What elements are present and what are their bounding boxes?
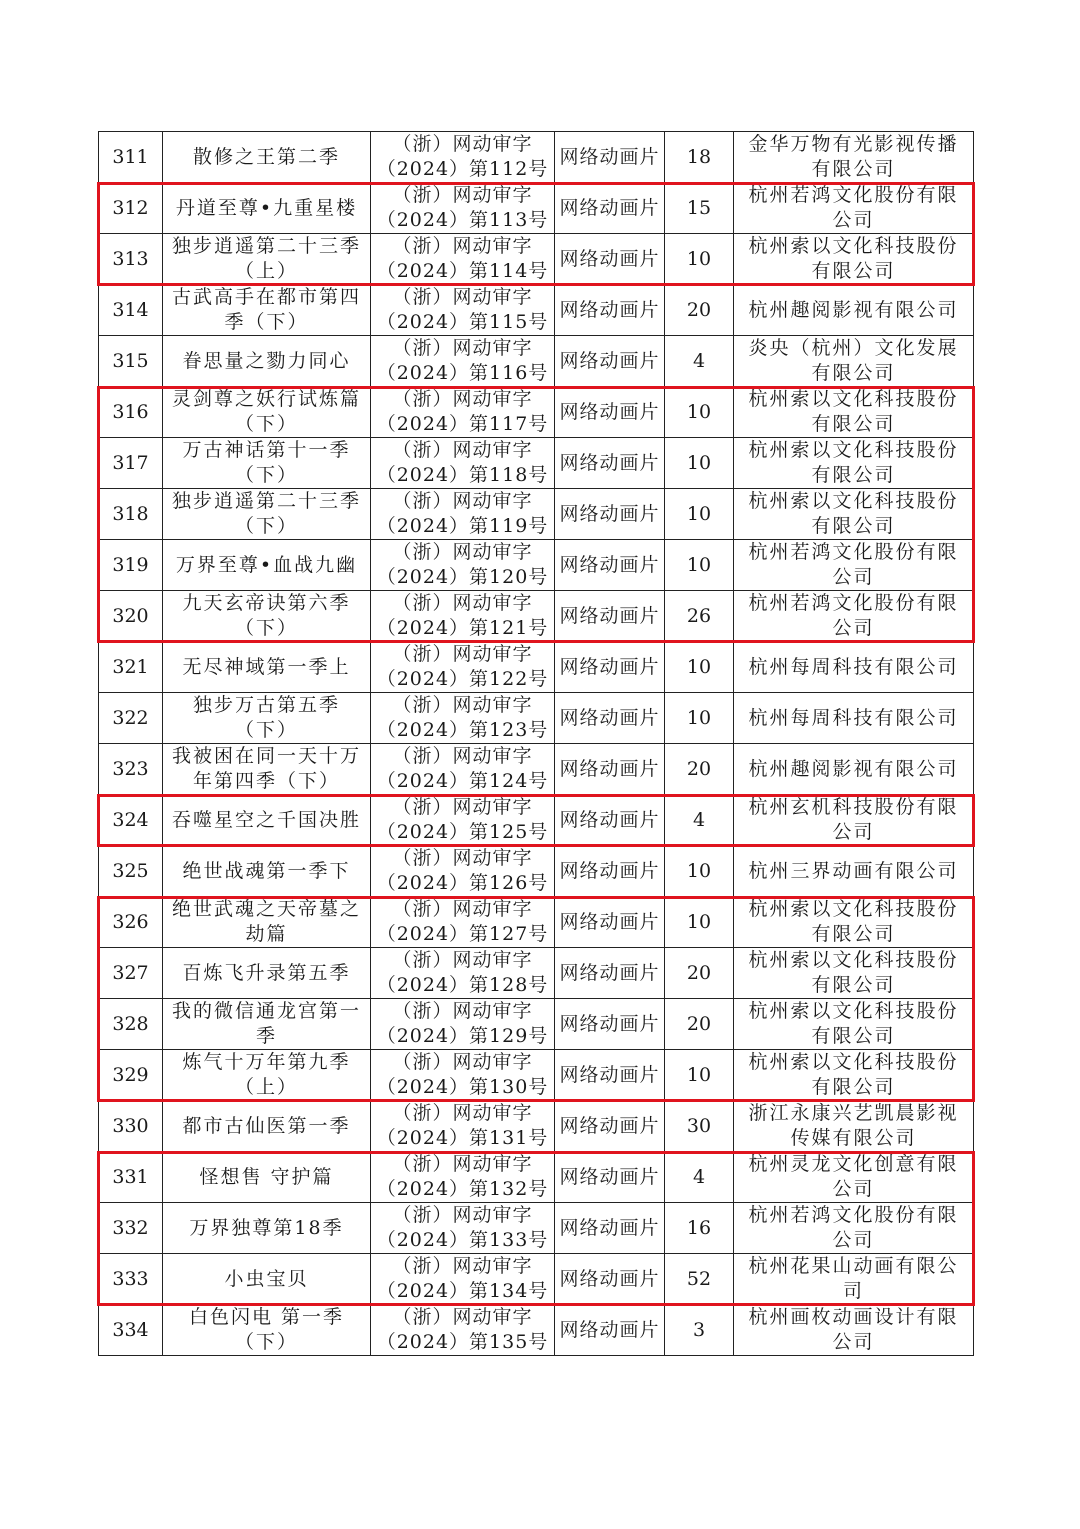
title-cell xyxy=(163,1101,371,1152)
row-number-cell: 334 xyxy=(99,1305,163,1356)
type-cell: 网络动画片 xyxy=(555,489,665,540)
type-cell: 网络动画片 xyxy=(555,1305,665,1356)
company-line: 有限公司 xyxy=(811,515,896,537)
type-cell: 网络动画片 xyxy=(555,1101,665,1152)
episodes-cell: 4 xyxy=(665,336,734,387)
company-cell xyxy=(734,795,974,846)
company-line: 浙江永康兴艺凯晨影视 xyxy=(748,1102,959,1124)
permit-number-line: （2024）第125号 xyxy=(376,821,549,843)
type-cell: 网络动画片 xyxy=(555,795,665,846)
title-cell xyxy=(163,489,371,540)
title-line: 独步逍遥第二十三季 xyxy=(171,490,361,512)
company-line: 有限公司 xyxy=(811,974,896,996)
type-cell: 网络动画片 xyxy=(555,642,665,693)
company-line: 杭州三界动画有限公司 xyxy=(748,859,959,882)
episodes-cell: 20 xyxy=(665,285,734,336)
company-cell xyxy=(734,744,974,795)
title-line: 我的微信通龙宫第一 xyxy=(171,1000,361,1022)
permit-number-line: （浙）网动审字 xyxy=(392,796,533,818)
company-cell xyxy=(734,489,974,540)
episodes-cell: 10 xyxy=(665,387,734,438)
title-cell xyxy=(163,234,371,285)
row-number-cell: 327 xyxy=(99,948,163,999)
company-line: 杭州索以文化科技股份 xyxy=(748,235,959,257)
episodes-cell: 10 xyxy=(665,1050,734,1101)
company-line: 杭州趣阅影视有限公司 xyxy=(748,757,959,780)
title-line: （下） xyxy=(234,719,298,741)
permit-number-line: （2024）第115号 xyxy=(376,311,549,333)
company-line: 杭州玄机科技股份有限 xyxy=(748,796,959,818)
permit-number-cell xyxy=(371,183,555,234)
company-line: 有限公司 xyxy=(811,464,896,486)
permit-number-line: （2024）第123号 xyxy=(376,719,549,741)
company-line: 炎央（杭州）文化发展 xyxy=(748,337,959,359)
title-line: 炼气十万年第九季 xyxy=(182,1051,351,1073)
permit-number-cell xyxy=(371,744,555,795)
title-cell xyxy=(163,744,371,795)
episodes-cell: 10 xyxy=(665,438,734,489)
permit-number-line: （2024）第119号 xyxy=(376,515,549,537)
row-number-cell: 330 xyxy=(99,1101,163,1152)
permit-number-line: （2024）第132号 xyxy=(376,1178,549,1200)
table-row xyxy=(99,693,974,744)
type-cell: 网络动画片 xyxy=(555,693,665,744)
permit-number-line: （浙）网动审字 xyxy=(392,133,533,155)
title-line: 年第四季（下） xyxy=(192,770,340,792)
type-cell: 网络动画片 xyxy=(555,846,665,897)
company-line: 杭州画枚动画设计有限 xyxy=(748,1306,959,1328)
row-number-cell: 323 xyxy=(99,744,163,795)
company-line: 公司 xyxy=(832,1229,875,1251)
table-row xyxy=(99,489,974,540)
type-cell: 网络动画片 xyxy=(555,285,665,336)
title-line: 我被困在同一天十万 xyxy=(171,745,361,767)
permit-number-line: （浙）网动审字 xyxy=(392,490,533,512)
company-line: 传媒有限公司 xyxy=(790,1127,917,1149)
episodes-cell: 10 xyxy=(665,693,734,744)
row-number-cell: 325 xyxy=(99,846,163,897)
company-line: 杭州花果山动画有限公 xyxy=(748,1255,959,1277)
permit-number-cell xyxy=(371,999,555,1050)
table-row xyxy=(99,387,974,438)
permit-number-line: （2024）第130号 xyxy=(376,1076,549,1098)
title-cell xyxy=(163,591,371,642)
title-line: 季（下） xyxy=(224,311,309,333)
permit-number-line: （2024）第129号 xyxy=(376,1025,549,1047)
title-line: 季 xyxy=(255,1025,277,1047)
type-cell: 网络动画片 xyxy=(555,387,665,438)
company-cell xyxy=(734,540,974,591)
permit-number-line: （浙）网动审字 xyxy=(392,643,533,665)
type-cell: 网络动画片 xyxy=(555,897,665,948)
company-cell xyxy=(734,336,974,387)
permit-number-line: （浙）网动审字 xyxy=(392,847,533,869)
title-cell xyxy=(163,1152,371,1203)
permit-number-line: （2024）第122号 xyxy=(376,668,549,690)
episodes-cell: 10 xyxy=(665,897,734,948)
row-number-cell: 320 xyxy=(99,591,163,642)
title-cell xyxy=(163,1254,371,1305)
permit-number-cell xyxy=(371,234,555,285)
permit-number-line: （2024）第135号 xyxy=(376,1331,549,1353)
episodes-cell: 3 xyxy=(665,1305,734,1356)
permit-number-line: （2024）第121号 xyxy=(376,617,549,639)
episodes-cell: 10 xyxy=(665,846,734,897)
episodes-cell: 52 xyxy=(665,1254,734,1305)
table-row xyxy=(99,183,974,234)
permit-number-cell xyxy=(371,1101,555,1152)
permit-number-line: （2024）第114号 xyxy=(376,260,549,282)
row-number-cell: 315 xyxy=(99,336,163,387)
title-line: 独步万古第五季 xyxy=(192,694,340,716)
company-line: 杭州索以文化科技股份 xyxy=(748,898,959,920)
title-cell xyxy=(163,846,371,897)
type-cell: 网络动画片 xyxy=(555,1254,665,1305)
title-cell xyxy=(163,438,371,489)
title-line: 百炼飞升录第五季 xyxy=(182,961,351,984)
permit-number-cell xyxy=(371,489,555,540)
company-line: 杭州若鸿文化股份有限 xyxy=(748,184,959,206)
title-line: 小虫宝贝 xyxy=(224,1267,309,1290)
row-number-cell: 317 xyxy=(99,438,163,489)
type-cell: 网络动画片 xyxy=(555,948,665,999)
company-line: 杭州索以文化科技股份 xyxy=(748,490,959,512)
company-cell xyxy=(734,999,974,1050)
episodes-cell: 10 xyxy=(665,642,734,693)
permit-number-cell xyxy=(371,1203,555,1254)
title-line: 劫篇 xyxy=(245,923,288,945)
company-line: 杭州索以文化科技股份 xyxy=(748,388,959,410)
title-line: 眷思量之勠力同心 xyxy=(182,349,351,372)
title-cell xyxy=(163,693,371,744)
permit-number-line: （2024）第113号 xyxy=(376,209,549,231)
row-number-cell: 322 xyxy=(99,693,163,744)
episodes-cell: 10 xyxy=(665,540,734,591)
company-line: 公司 xyxy=(832,617,875,639)
company-line: 杭州趣阅影视有限公司 xyxy=(748,298,959,321)
episodes-cell: 26 xyxy=(665,591,734,642)
table-row xyxy=(99,1203,974,1254)
episodes-cell: 15 xyxy=(665,183,734,234)
company-cell xyxy=(734,1152,974,1203)
permit-number-cell xyxy=(371,1305,555,1356)
row-number-cell: 328 xyxy=(99,999,163,1050)
company-cell xyxy=(734,642,974,693)
company-line: 有限公司 xyxy=(811,413,896,435)
title-cell xyxy=(163,132,371,183)
title-cell xyxy=(163,336,371,387)
type-cell: 网络动画片 xyxy=(555,234,665,285)
type-cell: 网络动画片 xyxy=(555,438,665,489)
permit-number-cell xyxy=(371,693,555,744)
episodes-cell: 20 xyxy=(665,744,734,795)
row-number-cell: 333 xyxy=(99,1254,163,1305)
title-line: 怪想售 守护篇 xyxy=(199,1165,334,1188)
permit-number-line: （浙）网动审字 xyxy=(392,541,533,563)
type-cell: 网络动画片 xyxy=(555,540,665,591)
title-cell xyxy=(163,948,371,999)
row-number-cell: 321 xyxy=(99,642,163,693)
table-row xyxy=(99,897,974,948)
title-cell xyxy=(163,897,371,948)
permit-number-line: （2024）第133号 xyxy=(376,1229,549,1251)
row-number-cell: 318 xyxy=(99,489,163,540)
title-cell xyxy=(163,183,371,234)
permit-number-line: （2024）第117号 xyxy=(376,413,549,435)
episodes-cell: 4 xyxy=(665,795,734,846)
company-line: 杭州索以文化科技股份 xyxy=(748,1000,959,1022)
permit-number-cell xyxy=(371,948,555,999)
episodes-cell: 30 xyxy=(665,1101,734,1152)
company-cell xyxy=(734,591,974,642)
permit-number-line: （2024）第134号 xyxy=(376,1280,549,1302)
company-cell xyxy=(734,693,974,744)
row-number-cell: 311 xyxy=(99,132,163,183)
company-line: 公司 xyxy=(832,821,875,843)
company-line: 公司 xyxy=(832,566,875,588)
table-row xyxy=(99,132,974,183)
title-line: 九天玄帝诀第六季 xyxy=(182,592,351,614)
title-line: 吞噬星空之千国决胜 xyxy=(171,808,361,831)
company-cell xyxy=(734,948,974,999)
table-row xyxy=(99,1050,974,1101)
permit-number-cell xyxy=(371,795,555,846)
permit-number-line: （浙）网动审字 xyxy=(392,1153,533,1175)
permit-number-line: （浙）网动审字 xyxy=(392,745,533,767)
type-cell: 网络动画片 xyxy=(555,999,665,1050)
company-cell xyxy=(734,1101,974,1152)
row-number-cell: 329 xyxy=(99,1050,163,1101)
title-cell xyxy=(163,1050,371,1101)
permit-number-cell xyxy=(371,1254,555,1305)
permit-number-cell xyxy=(371,591,555,642)
company-line: 有限公司 xyxy=(811,1076,896,1098)
title-cell xyxy=(163,1203,371,1254)
title-cell xyxy=(163,1305,371,1356)
type-cell: 网络动画片 xyxy=(555,591,665,642)
company-line: 杭州若鸿文化股份有限 xyxy=(748,592,959,614)
company-line: 杭州每周科技有限公司 xyxy=(748,655,959,678)
title-line: 都市古仙医第一季 xyxy=(182,1114,351,1137)
table-row xyxy=(99,642,974,693)
table-row xyxy=(99,1152,974,1203)
permit-number-cell xyxy=(371,540,555,591)
permit-number-cell xyxy=(371,387,555,438)
row-number-cell: 324 xyxy=(99,795,163,846)
episodes-cell: 10 xyxy=(665,489,734,540)
permit-number-line: （2024）第116号 xyxy=(376,362,549,384)
type-cell: 网络动画片 xyxy=(555,183,665,234)
permit-number-line: （浙）网动审字 xyxy=(392,286,533,308)
table-row xyxy=(99,591,974,642)
type-cell: 网络动画片 xyxy=(555,744,665,795)
permit-number-line: （浙）网动审字 xyxy=(392,592,533,614)
title-line: （下） xyxy=(234,617,298,639)
company-cell xyxy=(734,132,974,183)
title-cell xyxy=(163,285,371,336)
title-line: 白色闪电 第一季 xyxy=(188,1306,345,1328)
approval-table-body xyxy=(99,132,974,1356)
permit-number-cell xyxy=(371,285,555,336)
row-number-cell: 332 xyxy=(99,1203,163,1254)
permit-number-cell xyxy=(371,897,555,948)
company-line: 公司 xyxy=(832,1178,875,1200)
table-row xyxy=(99,1305,974,1356)
episodes-cell: 20 xyxy=(665,999,734,1050)
table-row xyxy=(99,999,974,1050)
title-cell xyxy=(163,999,371,1050)
permit-number-line: （2024）第118号 xyxy=(376,464,549,486)
row-number-cell: 314 xyxy=(99,285,163,336)
company-line: 杭州索以文化科技股份 xyxy=(748,1051,959,1073)
company-line: 杭州索以文化科技股份 xyxy=(748,439,959,461)
title-line: （下） xyxy=(234,464,298,486)
company-line: 杭州索以文化科技股份 xyxy=(748,949,959,971)
type-cell: 网络动画片 xyxy=(555,132,665,183)
permit-number-line: （浙）网动审字 xyxy=(392,1255,533,1277)
company-line: 有限公司 xyxy=(811,260,896,282)
company-line: 有限公司 xyxy=(811,158,896,180)
row-number-cell: 331 xyxy=(99,1152,163,1203)
permit-number-cell xyxy=(371,846,555,897)
permit-number-line: （2024）第127号 xyxy=(376,923,549,945)
company-cell xyxy=(734,285,974,336)
episodes-cell: 4 xyxy=(665,1152,734,1203)
company-cell xyxy=(734,1305,974,1356)
permit-number-cell xyxy=(371,132,555,183)
title-cell xyxy=(163,795,371,846)
row-number-cell: 313 xyxy=(99,234,163,285)
company-cell xyxy=(734,897,974,948)
company-cell xyxy=(734,1203,974,1254)
type-cell: 网络动画片 xyxy=(555,1203,665,1254)
permit-number-line: （浙）网动审字 xyxy=(392,184,533,206)
permit-number-cell xyxy=(371,438,555,489)
company-line: 有限公司 xyxy=(811,1025,896,1047)
company-line: 杭州每周科技有限公司 xyxy=(748,706,959,729)
table-row xyxy=(99,846,974,897)
table-row xyxy=(99,744,974,795)
company-line: 司 xyxy=(842,1280,864,1302)
table-row xyxy=(99,948,974,999)
permit-number-line: （2024）第128号 xyxy=(376,974,549,996)
permit-number-line: （浙）网动审字 xyxy=(392,439,533,461)
title-line: 灵剑尊之妖行试炼篇 xyxy=(171,388,361,410)
permit-number-line: （2024）第124号 xyxy=(376,770,549,792)
company-line: 有限公司 xyxy=(811,362,896,384)
table-row xyxy=(99,336,974,387)
title-line: 丹道至尊•九重星楼 xyxy=(175,196,358,219)
title-line: （下） xyxy=(234,413,298,435)
company-cell xyxy=(734,1050,974,1101)
company-cell xyxy=(734,387,974,438)
table-row xyxy=(99,1254,974,1305)
company-cell xyxy=(734,234,974,285)
company-line: 杭州若鸿文化股份有限 xyxy=(748,541,959,563)
title-cell xyxy=(163,387,371,438)
title-line: 独步逍遥第二十三季 xyxy=(171,235,361,257)
row-number-cell: 316 xyxy=(99,387,163,438)
permit-number-line: （浙）网动审字 xyxy=(392,337,533,359)
permit-number-line: （浙）网动审字 xyxy=(392,1000,533,1022)
permit-number-line: （2024）第112号 xyxy=(376,158,549,180)
title-line: 古武高手在都市第四 xyxy=(171,286,361,308)
approval-table xyxy=(98,131,974,1356)
permit-number-cell xyxy=(371,642,555,693)
episodes-cell: 10 xyxy=(665,234,734,285)
permit-number-line: （浙）网动审字 xyxy=(392,694,533,716)
permit-number-line: （浙）网动审字 xyxy=(392,898,533,920)
episodes-cell: 20 xyxy=(665,948,734,999)
permit-number-line: （浙）网动审字 xyxy=(392,388,533,410)
permit-number-line: （浙）网动审字 xyxy=(392,949,533,971)
company-line: 有限公司 xyxy=(811,923,896,945)
title-line: （下） xyxy=(234,515,298,537)
company-cell xyxy=(734,1254,974,1305)
type-cell: 网络动画片 xyxy=(555,1152,665,1203)
table-row xyxy=(99,795,974,846)
permit-number-line: （浙）网动审字 xyxy=(392,235,533,257)
row-number-cell: 312 xyxy=(99,183,163,234)
company-cell xyxy=(734,846,974,897)
company-line: 金华万物有光影视传播 xyxy=(748,133,959,155)
company-line: 公司 xyxy=(832,209,875,231)
company-line: 杭州灵龙文化创意有限 xyxy=(748,1153,959,1175)
row-number-cell: 326 xyxy=(99,897,163,948)
permit-number-line: （浙）网动审字 xyxy=(392,1102,533,1124)
type-cell: 网络动画片 xyxy=(555,1050,665,1101)
permit-number-cell xyxy=(371,1152,555,1203)
episodes-cell: 18 xyxy=(665,132,734,183)
table-row xyxy=(99,285,974,336)
title-cell xyxy=(163,642,371,693)
title-line: 万界至尊•血战九幽 xyxy=(175,553,358,576)
permit-number-line: （2024）第131号 xyxy=(376,1127,549,1149)
table-row xyxy=(99,540,974,591)
table-row xyxy=(99,438,974,489)
permit-number-line: （2024）第126号 xyxy=(376,872,549,894)
title-line: 绝世战魂第一季下 xyxy=(182,859,351,882)
title-line: 万界独尊第18季 xyxy=(189,1216,344,1239)
row-number-cell: 319 xyxy=(99,540,163,591)
title-line: （下） xyxy=(234,1331,298,1353)
company-line: 杭州若鸿文化股份有限 xyxy=(748,1204,959,1226)
permit-number-cell xyxy=(371,1050,555,1101)
company-cell xyxy=(734,438,974,489)
title-line: 无尽神域第一季上 xyxy=(182,655,351,678)
episodes-cell: 16 xyxy=(665,1203,734,1254)
title-line: 万古神话第十一季 xyxy=(182,439,351,461)
table-row xyxy=(99,234,974,285)
title-cell xyxy=(163,540,371,591)
title-line: （上） xyxy=(234,260,298,282)
permit-number-line: （浙）网动审字 xyxy=(392,1051,533,1073)
title-line: 绝世武魂之天帝墓之 xyxy=(171,898,361,920)
title-line: 散修之王第二季 xyxy=(192,145,340,168)
company-line: 公司 xyxy=(832,1331,875,1353)
permit-number-line: （浙）网动审字 xyxy=(392,1204,533,1226)
permit-number-line: （2024）第120号 xyxy=(376,566,549,588)
title-line: （上） xyxy=(234,1076,298,1098)
company-cell xyxy=(734,183,974,234)
type-cell: 网络动画片 xyxy=(555,336,665,387)
permit-number-line: （浙）网动审字 xyxy=(392,1306,533,1328)
table-row xyxy=(99,1101,974,1152)
permit-number-cell xyxy=(371,336,555,387)
